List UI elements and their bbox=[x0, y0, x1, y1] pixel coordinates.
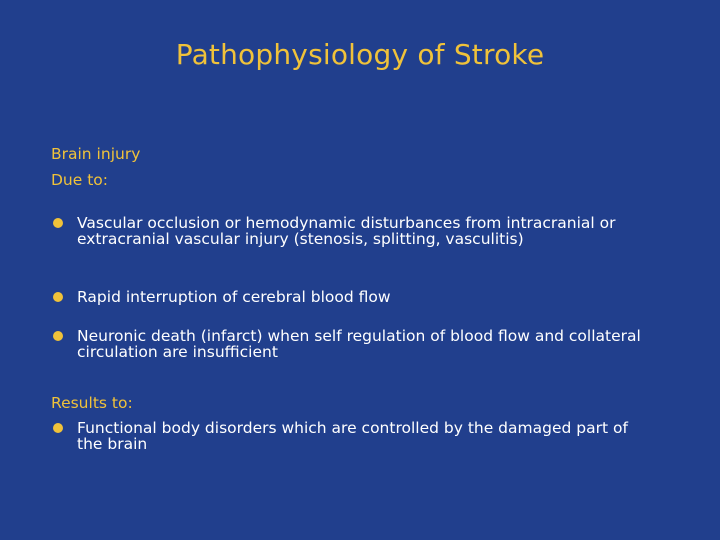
bullet-item-3: Neuronic death (infarct) when self regulation of blood flow and collateral circulation are insufficient bbox=[77, 327, 641, 361]
bullet-icon bbox=[53, 331, 63, 341]
bullet-icon bbox=[53, 218, 63, 228]
results-heading: Results to: bbox=[51, 394, 133, 412]
results-bullet-1: Functional body disorders which are controlled by the damaged part of the brain bbox=[77, 419, 628, 453]
bullet-icon bbox=[53, 292, 63, 302]
bullet-item-1: Vascular occlusion or hemodynamic disturbances from intracranial or extracranial vascular injury (stenosis, splitting, vasculitis) bbox=[77, 214, 616, 248]
bullet-item-2: Rapid interruption of cerebral blood flow bbox=[77, 288, 391, 306]
intro-line-1: Brain injury bbox=[51, 145, 141, 163]
intro-line-2: Due to: bbox=[51, 171, 109, 189]
slide-title: Pathophysiology of Stroke bbox=[175, 38, 545, 71]
bullet-icon bbox=[53, 423, 63, 433]
